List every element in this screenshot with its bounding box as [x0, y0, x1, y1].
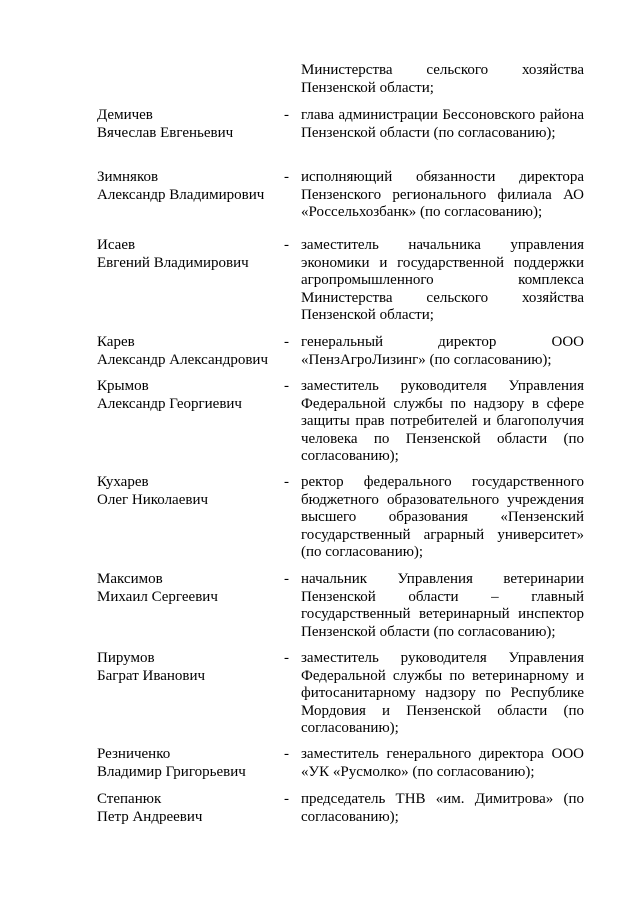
position-text: заместитель генерального директора ООО «УК «Русмолко» (по согласованию); — [301, 746, 584, 780]
dash-separator: - — [284, 571, 289, 587]
position-text: заместитель руководителя Управления Федеральной службы по ветеринарному и фитосанитарному надзору по Республике Мордовия и Пензенской области (по согласованию); — [301, 650, 584, 736]
surname: Резниченко — [97, 746, 171, 762]
position-text: председатель ТНВ «им. Димитрова» (по согласованию); — [301, 791, 584, 825]
dash-separator: - — [284, 791, 289, 807]
person-name — [97, 237, 277, 272]
dash-separator: - — [284, 474, 289, 490]
position-text: генеральный директор ООО «ПензАгроЛизинг» (по согласованию); — [301, 334, 584, 368]
given-names: Евгений Владимирович — [97, 254, 249, 271]
given-names: Вячеслав Евгеньевич — [97, 124, 234, 141]
dash-separator: - — [284, 107, 289, 123]
person-name — [97, 650, 277, 685]
person-name — [97, 571, 277, 606]
person-name — [97, 378, 277, 413]
person-name — [97, 169, 277, 204]
given-names: Петр Андреевич — [97, 808, 203, 825]
surname: Демичев — [97, 107, 153, 123]
given-names: Баграт Иванович — [97, 667, 206, 684]
position-text: заместитель начальника управления экономики и государственной поддержки агропромышленного комплекса Министерства сельского хозяйства Пензенской области; — [301, 237, 584, 323]
given-names: Михаил Сергеевич — [97, 588, 218, 605]
position-text: Министерства сельского хозяйства Пензенской области; — [301, 62, 584, 96]
person-name — [97, 746, 277, 781]
dash-separator: - — [284, 746, 289, 762]
position-text: заместитель руководителя Управления Федеральной службы по надзору в сфере защиты прав потребителей и благополучия человека по Пензенской области (по согласованию); — [301, 378, 584, 464]
person-name — [97, 334, 277, 369]
person-name — [97, 474, 277, 509]
position-text: исполняющий обязанности директора Пензенского регионального филиала АО «Россельхозбанк» (по согласованию); — [301, 169, 584, 220]
surname: Карев — [97, 334, 135, 350]
given-names: Александр Александрович — [97, 351, 268, 368]
dash-separator: - — [284, 237, 289, 253]
position-text: начальник Управления ветеринарии Пензенской области – главный государственный ветеринарный инспектор Пензенской области (по согласованию); — [301, 571, 584, 640]
surname: Кухарев — [97, 474, 149, 490]
given-names: Александр Георгиевич — [97, 395, 242, 412]
person-name — [97, 791, 277, 826]
position-text: глава администрации Бессоновского района Пензенской области (по согласованию); — [301, 107, 584, 141]
surname: Степанюк — [97, 791, 162, 807]
position-text: ректор федерального государственного бюджетного образовательного учреждения высшего образования «Пензенский государственный аграрный университет» (по согласованию); — [301, 474, 584, 560]
surname: Крымов — [97, 378, 149, 394]
given-names: Владимир Григорьевич — [97, 763, 246, 780]
dash-separator: - — [284, 169, 289, 185]
dash-separator: - — [284, 334, 289, 350]
surname: Зимняков — [97, 169, 159, 185]
person-name — [97, 107, 277, 142]
surname: Пирумов — [97, 650, 155, 666]
dash-separator: - — [284, 650, 289, 666]
dash-separator: - — [284, 378, 289, 394]
surname: Максимов — [97, 571, 163, 587]
given-names: Олег Николаевич — [97, 491, 209, 508]
given-names: Александр Владимирович — [97, 186, 265, 203]
surname: Исаев — [97, 237, 136, 253]
